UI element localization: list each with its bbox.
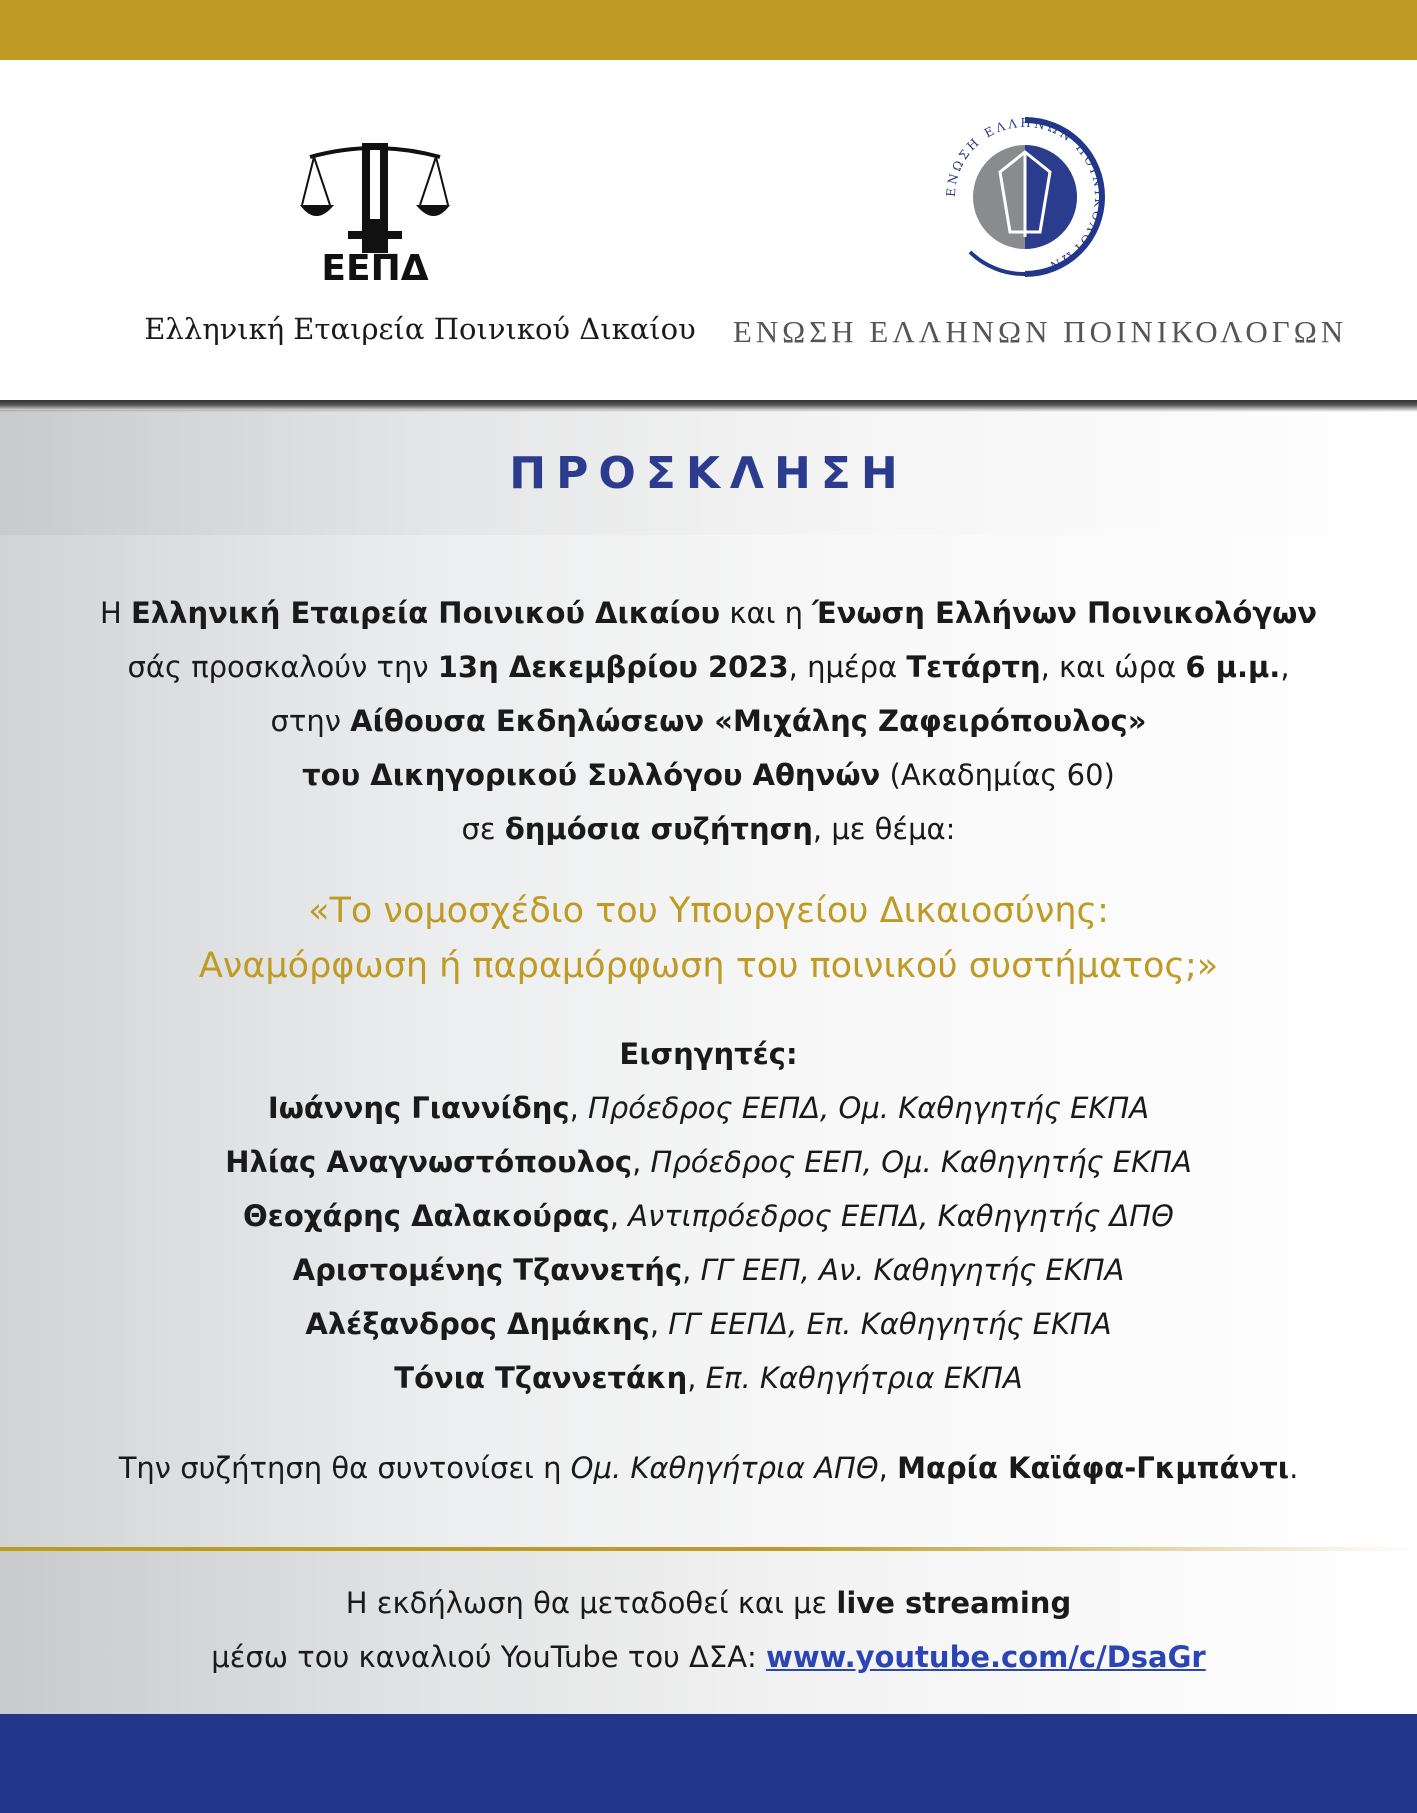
intro-paragraph: [60, 586, 1357, 856]
enosi-ring-text: ΕΝΩΣΗ ΕΛΛΗΝΩΝ ΠΟΙΝΙΚΟΛΟΓΩΝ: [943, 115, 1107, 275]
topic-line-2: Αναμόρφωση ή παραμόρφωση του ποινικού συστήματος;»: [198, 946, 1219, 986]
streaming-info: [60, 1576, 1357, 1684]
intro-line-2: σάς προσκαλούν την 13η Δεκεμβρίου 2023, ημέρα Τετάρτη, και ώρα 6 μ.μ.,: [127, 650, 1290, 684]
intro-line-4: του Δικηγορικού Συλλόγου Αθηνών (Ακαδημίας 60): [302, 758, 1115, 792]
speaker-item: Τόνια Τζαννετάκη, Επ. Καθηγήτρια ΕΚΠΑ: [394, 1361, 1023, 1395]
speaker-item: Θεοχάρης Δαλακούρας, Αντιπρόεδρος ΕΕΠΔ, Καθηγητής ΔΠΘ: [243, 1199, 1174, 1233]
header-shadow-divider: [0, 400, 1417, 412]
streaming-line-1: Η εκδήλωση θα μεταδοθεί και με live streaming: [345, 1586, 1072, 1620]
right-logo-caption: ΕΝΩΣΗ ΕΛΛΗΝΩΝ ΠΟΙΝΙΚΟΛΟΓΩΝ: [732, 314, 1348, 349]
bottom-navy-bar: [0, 1714, 1417, 1813]
intro-line-5: σε δημόσια συζήτηση, με θέμα:: [461, 812, 956, 846]
moderator-line: Την συζήτηση θα συντονίσει η Ομ. Καθηγήτρια ΑΠΘ, Μαρία Καϊάφα-Γκμπάντι.: [118, 1451, 1299, 1485]
intro-line-1: Η Ελληνική Εταιρεία Ποινικού Δικαίου και η Ένωση Ελλήνων Ποινικολόγων: [99, 596, 1318, 630]
enosi-logo-icon: [940, 112, 1110, 282]
event-topic: [60, 884, 1357, 994]
intro-line-3: στην Αίθουσα Εκδηλώσεων «Μιχάλης Ζαφειρόπουλος»: [270, 704, 1147, 738]
page-title: ΠΡΟΣΚΛΗΣΗ: [509, 448, 908, 499]
speakers-heading: Εισηγητές:: [619, 1037, 798, 1071]
speaker-item: Αριστομένης Τζαννετής, ΓΓ ΕΕΠ, Αν. Καθηγητής ΕΚΠΑ: [292, 1253, 1125, 1287]
header: [0, 60, 1417, 405]
speaker-item: Ιωάννης Γιαννίδης, Πρόεδρος ΕΕΠΔ, Ομ. Καθηγητής ΕΚΠΑ: [267, 1091, 1150, 1125]
top-gold-bar: [0, 0, 1417, 60]
eepd-logo-icon: [300, 135, 450, 255]
eepd-logo-text: ΕΕΠΔ: [321, 248, 429, 289]
topic-line-1: «Το νομοσχέδιο του Υπουργείου Δικαιοσύνης:: [308, 891, 1109, 931]
speakers-section: [60, 1027, 1357, 1405]
speaker-item: Αλέξανδρος Δημάκης, ΓΓ ΕΕΠΔ, Επ. Καθηγητής ΕΚΠΑ: [305, 1307, 1112, 1341]
speaker-item: Ηλίας Αναγνωστόπουλος, Πρόεδρος ΕΕΠ, Ομ. Καθηγητής ΕΚΠΑ: [225, 1145, 1192, 1179]
left-logo-caption: Ελληνική Εταιρεία Ποινικού Δικαίου: [144, 312, 696, 346]
youtube-link[interactable]: www.youtube.com/c/DsaGr: [766, 1640, 1206, 1674]
streaming-line-2: μέσω του καναλιού YouTube του ΔΣΑ: www.youtube.com/c/DsaGr: [211, 1640, 1206, 1674]
